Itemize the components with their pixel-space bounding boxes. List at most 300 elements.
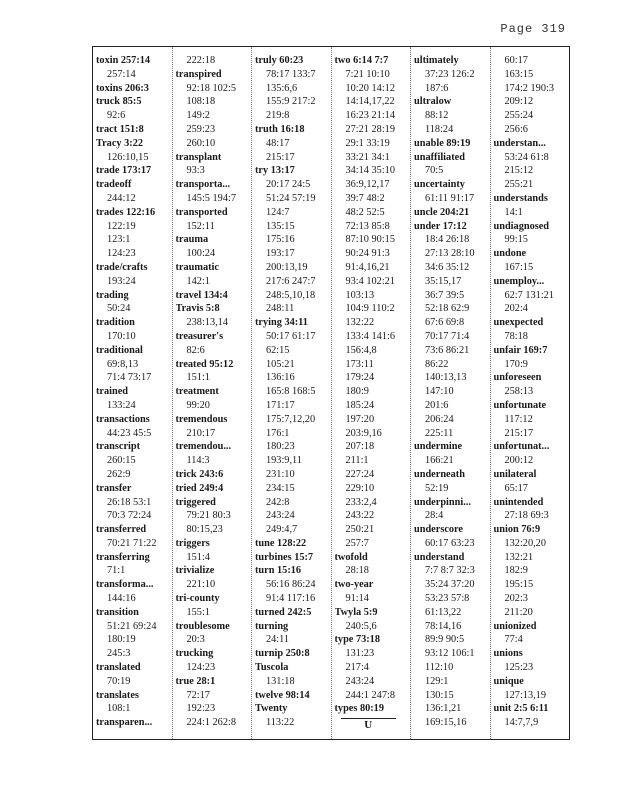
- index-locator: 52:18 62:9: [425, 303, 470, 315]
- index-locator: 117:12: [504, 413, 533, 425]
- index-locator: 78:14,16: [425, 620, 462, 632]
- index-entry: turning: [255, 620, 289, 632]
- index-locator: 224:1 262:8: [186, 717, 236, 729]
- index-locator: 244:12: [107, 192, 136, 204]
- index-locator: 170:9: [504, 358, 528, 370]
- index-entry: unionized: [493, 620, 537, 632]
- index-locator: 51:24 57:19: [266, 192, 316, 204]
- index-locator: 36:7 39:5: [425, 289, 465, 301]
- index-locator: 28:18: [345, 565, 369, 577]
- index-locator: 215:17: [504, 427, 534, 439]
- index-column: [251, 47, 331, 739]
- index-locator: 260:15: [107, 455, 136, 467]
- index-entry: under 17:12: [414, 220, 467, 232]
- index-column: [331, 47, 411, 739]
- index-locator: 50:17 61:17: [266, 330, 316, 342]
- index-locator: 93:12 106:1: [425, 648, 475, 660]
- index-entry: understands: [493, 192, 548, 204]
- index-locator: 70:17 71:4: [425, 330, 470, 342]
- index-column: [93, 47, 172, 739]
- index-locator: 20:17 24:5: [266, 179, 311, 191]
- index-entry: unemploy...: [493, 275, 545, 287]
- index-locator: 256:6: [504, 123, 528, 135]
- index-locator: 152:11: [186, 220, 215, 232]
- index-locator: 26:18 53:1: [107, 496, 152, 508]
- index-locator: 37:23 126:2: [425, 68, 475, 80]
- index-locator: 187:6: [425, 82, 449, 94]
- index-locator: 166:21: [425, 455, 454, 467]
- index-locator: 99:15: [504, 234, 528, 246]
- index-locator: 258:13: [504, 386, 534, 398]
- index-locator: 255:21: [504, 179, 534, 191]
- index-locator: 79:21 80:3: [186, 510, 231, 522]
- index-locator: 259:23: [186, 123, 216, 135]
- index-entry: two 6:14 7:7: [334, 55, 389, 66]
- index-entry: Twyla 5:9: [334, 606, 378, 618]
- index-locator: 70:19: [107, 675, 131, 687]
- index-locator: 87:10 90:15: [345, 234, 395, 246]
- index-entry: unable 89:19: [414, 137, 471, 149]
- index-entry: turnip 250:8: [255, 648, 310, 660]
- index-locator: 78:17 133:7: [266, 68, 316, 80]
- index-entry: undone: [493, 248, 527, 260]
- index-entry: toxin 257:14: [96, 55, 151, 66]
- index-entry: travel 134:4: [175, 289, 228, 301]
- index-locator: 229:10: [345, 482, 375, 494]
- index-locator: 33:21 34:1: [345, 151, 390, 163]
- index-entry: trades 122:16: [96, 206, 156, 218]
- index-entry: transferring: [96, 551, 150, 563]
- index-locator: 67:6 69:8: [425, 317, 465, 329]
- index-locator: 176:1: [266, 427, 290, 439]
- index-locator: 200:13,19: [266, 261, 308, 273]
- index-entry: transplant: [175, 151, 222, 163]
- index-locator: 82:6: [186, 344, 205, 356]
- index-column: [490, 47, 570, 739]
- index-entry: Twenty: [255, 703, 288, 715]
- index-entry: tri-county: [175, 593, 220, 605]
- index-locator: 100:24: [186, 248, 216, 260]
- index-locator: 136:16: [266, 372, 295, 384]
- index-entry: uncertainty: [414, 179, 465, 191]
- index-entry: twelve 98:14: [255, 689, 310, 701]
- index-entry: tune 128:22: [255, 537, 307, 549]
- index-entry: tradition: [96, 317, 135, 329]
- index-locator: 70:21 71:22: [107, 537, 157, 549]
- index-locator: 52:19: [425, 482, 449, 494]
- index-entry: unexpected: [493, 317, 544, 329]
- index-locator: 211:1: [345, 455, 369, 467]
- index-locator: 225:11: [425, 427, 454, 439]
- index-entry: transferred: [96, 524, 147, 536]
- index-locator: 250:21: [345, 524, 375, 536]
- index-locator: 61:11 91:17: [425, 192, 475, 204]
- index-entry: unfair 169:7: [493, 344, 548, 356]
- index-locator: 165:8 168:5: [266, 386, 316, 398]
- index-entry: type 73:18: [334, 634, 380, 646]
- index-locator: 60:17 63:23: [425, 537, 475, 549]
- index-locator: 91:14: [345, 593, 369, 605]
- index-locator: 242:8: [266, 496, 290, 508]
- index-locator: 170:10: [107, 330, 136, 342]
- index-entry: trading: [96, 289, 129, 301]
- index-locator: 35:15,17: [425, 275, 462, 287]
- index-entry: twofold: [334, 551, 368, 563]
- index-entry: trade/crafts: [96, 261, 148, 273]
- index-locator: 124:23: [107, 248, 136, 260]
- index-locator: 248:11: [266, 303, 295, 315]
- index-locator: 206:24: [425, 413, 454, 425]
- index-locator: 211:20: [504, 606, 533, 618]
- index-entry: Tuscola: [255, 662, 289, 674]
- index-locator: 92:18 102:5: [186, 82, 236, 94]
- index-locator: 16:23 21:14: [345, 110, 395, 122]
- section-letter: U: [341, 718, 397, 733]
- index-entry: transfer: [96, 482, 132, 494]
- index-locator: 7:21 10:10: [345, 68, 390, 80]
- index-locator: 180:23: [266, 441, 295, 453]
- index-entry: types 80:19: [334, 703, 384, 715]
- index-locator: 124:23: [186, 662, 216, 674]
- index-locator: 90:24 91:3: [345, 248, 390, 260]
- index-entry: truly 60:23: [255, 55, 304, 66]
- index-entry: true 28:1: [175, 675, 216, 687]
- index-entry: turned 242:5: [255, 606, 312, 618]
- index-locator: 61:13,22: [425, 606, 462, 618]
- index-locator: 62:7 131:21: [504, 289, 554, 301]
- index-locator: 262:9: [107, 468, 131, 480]
- index-locator: 28:4: [425, 510, 444, 522]
- index-locator: 221:10: [186, 579, 216, 591]
- index-entry: trained: [96, 386, 129, 398]
- index-locator: 257:7: [345, 537, 369, 549]
- index-locator: 48:2 52:5: [345, 206, 385, 218]
- index-locator: 104:9 110:2: [345, 303, 395, 315]
- index-locator: 175:16: [266, 234, 295, 246]
- index-locator: 126:10,15: [107, 151, 149, 163]
- index-entry: treasurer's: [175, 330, 224, 342]
- index-entry: treated 95:12: [175, 358, 234, 370]
- index-entry: transition: [96, 606, 139, 618]
- index-locator: 180:19: [107, 634, 136, 646]
- index-locator: 7:7 8:7 32:3: [425, 565, 475, 577]
- index-locator: 149:2: [186, 110, 210, 122]
- index-locator: 175:7,12,20: [266, 413, 316, 425]
- index-entry: ultralow: [414, 96, 452, 108]
- index-locator: 179:24: [345, 372, 375, 384]
- index-locator: 244:1 247:8: [345, 689, 395, 701]
- index-locator: 72:17: [186, 689, 210, 701]
- index-locator: 113:22: [266, 717, 295, 729]
- index-locator: 231:10: [266, 468, 295, 480]
- index-locator: 243:24: [345, 675, 375, 687]
- index-entry: unit 2:5 6:11: [493, 703, 549, 715]
- index-locator: 182:9: [504, 565, 528, 577]
- index-locator: 118:24: [425, 123, 454, 135]
- index-entry: understand: [414, 551, 465, 563]
- index-locator: 140:13,13: [425, 372, 467, 384]
- index-locator: 260:10: [186, 137, 216, 149]
- index-locator: 233:2,4: [345, 496, 377, 508]
- index-entry: trucking: [175, 648, 214, 660]
- index-locator: 70:3 72:24: [107, 510, 152, 522]
- index-locator: 207:18: [345, 441, 375, 453]
- index-locator: 245:3: [107, 648, 131, 660]
- index-locator: 14:7,7,9: [504, 717, 539, 729]
- index-entry: trade 173:17: [96, 165, 152, 177]
- index-locator: 147:10: [425, 386, 454, 398]
- index-entry: transported: [175, 206, 228, 218]
- index-locator: 136:1,21: [425, 703, 462, 715]
- index-entry: undermine: [414, 441, 463, 453]
- index-locator: 50:24: [107, 303, 131, 315]
- index-locator: 53:23 57:8: [425, 593, 470, 605]
- index-entry: transparen...: [96, 717, 153, 729]
- index-entry: unfortunate: [493, 399, 547, 411]
- index-locator: 132:21: [504, 551, 534, 563]
- index-locator: 151:4: [186, 551, 210, 563]
- index-entry: unforeseen: [493, 372, 542, 384]
- index-locator: 202:4: [504, 303, 528, 315]
- index-locator: 62:15: [266, 344, 290, 356]
- index-locator: 71:1: [107, 565, 126, 577]
- index-locator: 36:9,12,17: [345, 179, 390, 191]
- index-locator: 135:15: [266, 220, 295, 232]
- index-entry: traditional: [96, 344, 143, 356]
- index-entry: understan...: [493, 137, 546, 149]
- index-locator: 243:22: [345, 510, 375, 522]
- index-entry: transpired: [175, 68, 222, 80]
- index-locator: 70:5: [425, 165, 444, 177]
- index-locator: 35:24 37:20: [425, 579, 475, 591]
- index-locator: 18:4 26:18: [425, 234, 470, 246]
- index-locator: 131:23: [345, 648, 375, 660]
- index-entry: tried 249:4: [175, 482, 224, 494]
- index-entry: troublesome: [175, 620, 230, 632]
- index-locator: 10:20 14:12: [345, 82, 395, 94]
- word-index-table: [92, 46, 570, 740]
- index-locator: 240:5,6: [345, 620, 377, 632]
- index-entry: translates: [96, 689, 139, 701]
- index-locator: 185:24: [345, 399, 375, 411]
- index-locator: 255:24: [504, 110, 534, 122]
- index-entry: try 13:17: [255, 165, 295, 177]
- index-locator: 163:15: [504, 68, 534, 80]
- index-entry: ultimately: [414, 55, 459, 66]
- index-locator: 169:15,16: [425, 717, 467, 729]
- index-locator: 174:2 190:3: [504, 82, 554, 94]
- index-entry: trivialize: [175, 565, 215, 577]
- index-entry: truck 85:5: [96, 96, 142, 108]
- index-locator: 71:4 73:17: [107, 372, 152, 384]
- index-entry: turbines 15:7: [255, 551, 314, 563]
- index-locator: 80:15,23: [186, 524, 223, 536]
- index-entry: toxins 206:3: [96, 82, 149, 94]
- index-locator: 156:4,8: [345, 344, 377, 356]
- index-entry: tremendous: [175, 413, 228, 425]
- index-locator: 145:5 194:7: [186, 192, 236, 204]
- index-locator: 91:4,16,21: [345, 261, 390, 273]
- index-locator: 151:1: [186, 372, 210, 384]
- index-entry: unique: [493, 675, 524, 687]
- index-locator: 78:18: [504, 330, 528, 342]
- index-locator: 73:6 86:21: [425, 344, 470, 356]
- index-locator: 53:24 61:8: [504, 151, 549, 163]
- index-locator: 103:13: [345, 289, 375, 301]
- index-entry: triggers: [175, 537, 210, 549]
- index-locator: 56:16 86:24: [266, 579, 316, 591]
- index-locator: 14:1: [504, 206, 523, 218]
- index-locator: 180:9: [345, 386, 369, 398]
- index-locator: 93:3: [186, 165, 205, 177]
- index-locator: 127:13,19: [504, 689, 546, 701]
- index-locator: 122:19: [107, 220, 136, 232]
- index-locator: 34:14 35:10: [345, 165, 395, 177]
- index-locator: 105:21: [266, 358, 295, 370]
- index-entry: translated: [96, 662, 141, 674]
- index-locator: 27:13 28:10: [425, 248, 475, 260]
- index-locator: 200:12: [504, 455, 534, 467]
- index-locator: 27:21 28:19: [345, 123, 395, 135]
- index-locator: 210:17: [186, 427, 216, 439]
- index-locator: 86:22: [425, 358, 449, 370]
- index-locator: 249:4,7: [266, 524, 298, 536]
- index-locator: 217:6 247:7: [266, 275, 316, 287]
- index-entry: unfortunat...: [493, 441, 550, 453]
- index-locator: 60:17: [504, 55, 528, 66]
- index-locator: 257:14: [107, 68, 136, 80]
- index-locator: 215:17: [266, 151, 295, 163]
- page-number: Page 319: [500, 22, 566, 36]
- index-entry: union 76:9: [493, 524, 541, 536]
- index-entry: transforma...: [96, 579, 154, 591]
- index-locator: 193:17: [266, 248, 295, 260]
- index-locator: 125:23: [504, 662, 534, 674]
- index-locator: 217:4: [345, 662, 369, 674]
- index-entry: unilateral: [493, 468, 537, 480]
- index-locator: 222:18: [186, 55, 216, 66]
- index-entry: trying 34:11: [255, 317, 308, 329]
- index-locator: 130:15: [425, 689, 454, 701]
- index-locator: 108:1: [107, 703, 131, 715]
- index-entry: underpinni...: [414, 496, 471, 508]
- index-entry: trauma: [175, 234, 209, 246]
- index-locator: 142:1: [186, 275, 210, 287]
- index-locator: 131:18: [266, 675, 295, 687]
- index-locator: 51:21 69:24: [107, 620, 157, 632]
- index-locator: 243:24: [266, 510, 295, 522]
- index-entry: triggered: [175, 496, 216, 508]
- index-locator: 89:9 90:5: [425, 634, 465, 646]
- index-locator: 173:11: [345, 358, 374, 370]
- index-locator: 171:17: [266, 399, 295, 411]
- index-locator: 114:3: [186, 455, 210, 467]
- index-locator: 234:15: [266, 482, 295, 494]
- index-locator: 99:20: [186, 399, 210, 411]
- index-column: [172, 47, 252, 739]
- index-locator: 27:18 69:3: [504, 510, 549, 522]
- index-locator: 92:6: [107, 110, 126, 122]
- index-locator: 215:12: [504, 165, 534, 177]
- index-entry: turn 15:16: [255, 565, 302, 577]
- index-locator: 133:4 141:6: [345, 330, 395, 342]
- index-locator: 202:3: [504, 593, 528, 605]
- index-locator: 44:23 45:5: [107, 427, 152, 439]
- index-locator: 132:22: [345, 317, 375, 329]
- index-locator: 155:1: [186, 606, 210, 618]
- index-locator: 93:4 102:21: [345, 275, 395, 287]
- index-locator: 39:7 48:2: [345, 192, 385, 204]
- index-entry: unions: [493, 648, 523, 660]
- index-column: [410, 47, 490, 739]
- index-locator: 69:8,13: [107, 358, 139, 370]
- index-locator: 167:15: [504, 261, 534, 273]
- index-entry: truth 16:18: [255, 123, 305, 135]
- index-entry: Travis 5:8: [175, 303, 220, 315]
- index-entry: tradeoff: [96, 179, 132, 191]
- index-entry: two-year: [334, 579, 374, 591]
- index-locator: 48:17: [266, 137, 290, 149]
- index-locator: 112:10: [425, 662, 454, 674]
- index-locator: 129:1: [425, 675, 449, 687]
- index-locator: 203:9,16: [345, 427, 382, 439]
- index-locator: 219:8: [266, 110, 290, 122]
- index-locator: 193:24: [107, 275, 136, 287]
- index-locator: 91:4 117:16: [266, 593, 316, 605]
- index-locator: 14:14,17,22: [345, 96, 395, 108]
- index-locator: 72:13 85:8: [345, 220, 390, 232]
- index-locator: 155:9 217:2: [266, 96, 316, 108]
- index-locator: 135:6,6: [266, 82, 298, 94]
- index-entry: uncle 204:21: [414, 206, 470, 218]
- index-entry: underneath: [414, 468, 465, 480]
- index-locator: 227:24: [345, 468, 375, 480]
- index-entry: trick 243:6: [175, 468, 224, 480]
- index-entry: traumatic: [175, 261, 219, 273]
- index-locator: 108:18: [186, 96, 216, 108]
- index-locator: 77:4: [504, 634, 523, 646]
- index-entry: transactions: [96, 413, 150, 425]
- index-locator: 193:9,11: [266, 455, 302, 467]
- index-entry: transcript: [96, 441, 141, 453]
- index-locator: 248:5,10,18: [266, 289, 316, 301]
- index-entry: unintended: [493, 496, 544, 508]
- index-locator: 29:1 33:19: [345, 137, 390, 149]
- index-locator: 132:20,20: [504, 537, 546, 549]
- index-locator: 20:3: [186, 634, 205, 646]
- index-entry: transporta...: [175, 179, 231, 191]
- index-entry: undiagnosed: [493, 220, 550, 232]
- index-locator: 88:12: [425, 110, 449, 122]
- index-locator: 195:15: [504, 579, 534, 591]
- index-locator: 34:6 35:12: [425, 261, 470, 273]
- index-locator: 144:16: [107, 593, 136, 605]
- index-entry: tremendou...: [175, 441, 232, 453]
- index-locator: 201:6: [425, 399, 449, 411]
- index-locator: 124:7: [266, 206, 290, 218]
- index-locator: 197:20: [345, 413, 375, 425]
- index-entry: treatment: [175, 386, 219, 398]
- index-locator: 209:12: [504, 96, 534, 108]
- index-entry: underscore: [414, 524, 464, 536]
- index-locator: 192:23: [186, 703, 216, 715]
- index-locator: 24:11: [266, 634, 290, 646]
- index-locator: 238:13,14: [186, 317, 228, 329]
- index-locator: 133:24: [107, 399, 136, 411]
- index-entry: tract 151:8: [96, 123, 144, 135]
- index-locator: 123:1: [107, 234, 131, 246]
- index-locator: 65:17: [504, 482, 528, 494]
